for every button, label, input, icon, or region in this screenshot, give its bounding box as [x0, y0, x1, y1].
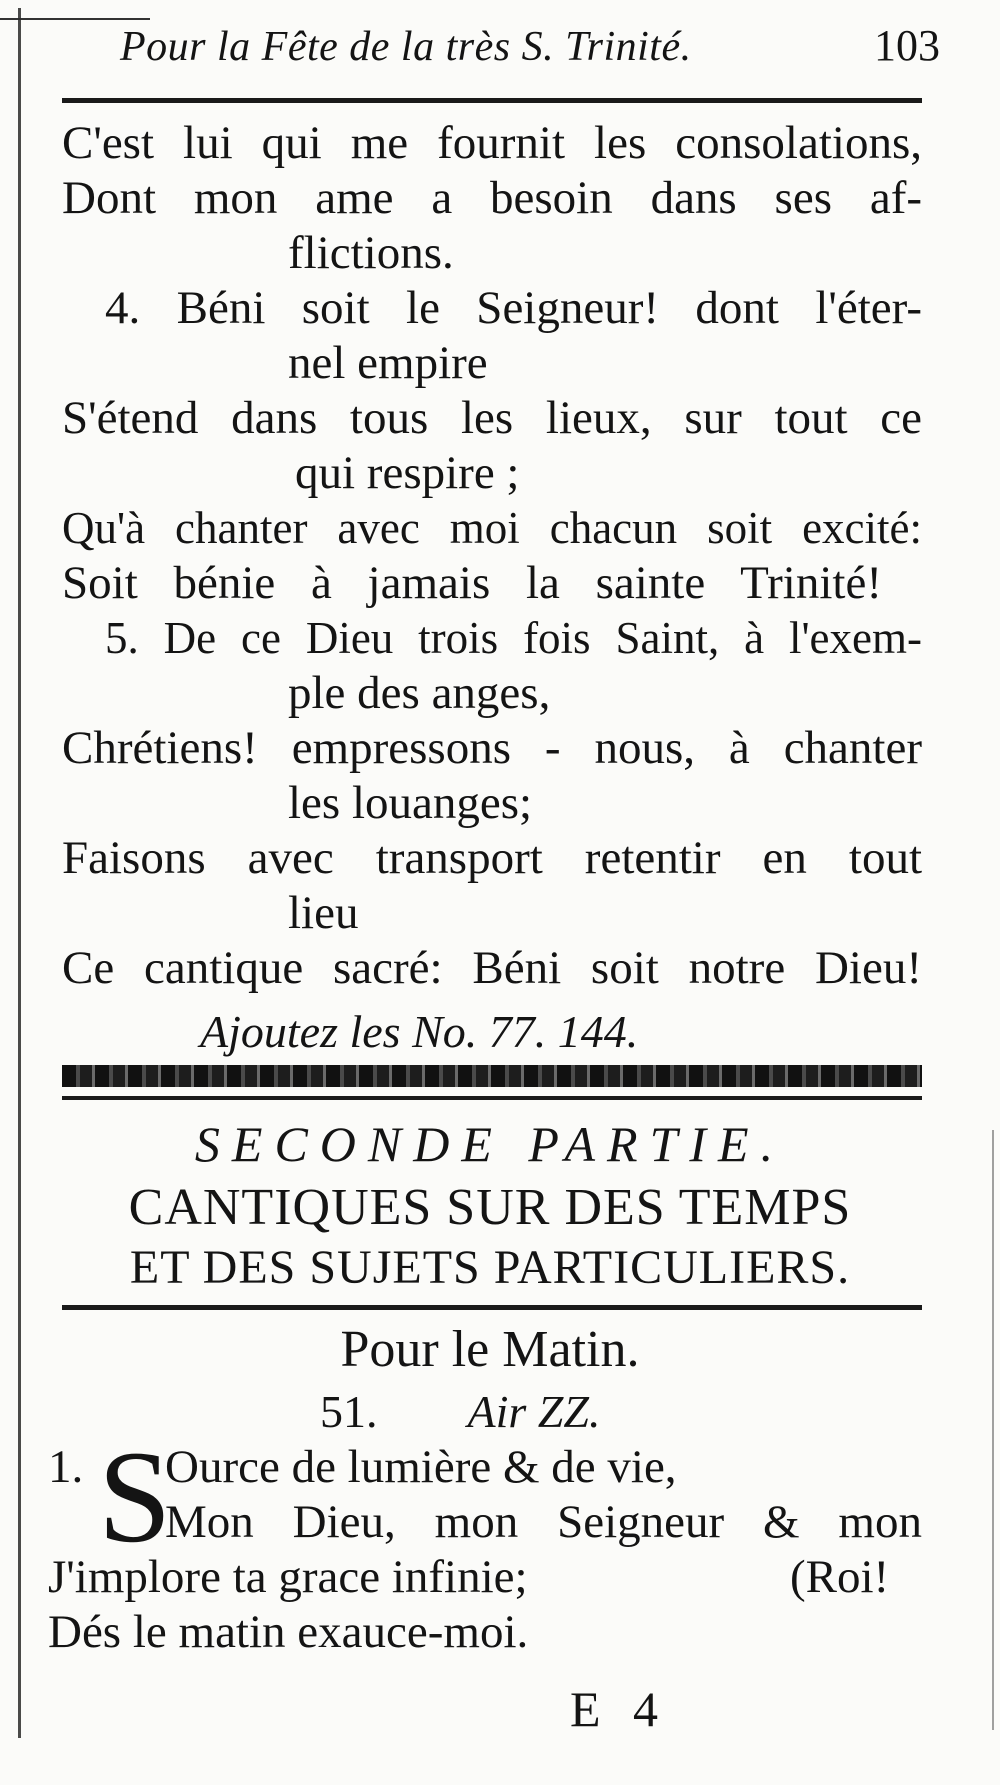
verse-line: Ource de lumière & de vie,	[165, 1441, 677, 1493]
hymn-meta	[320, 1385, 720, 1438]
stanza-line: ple des anges,	[288, 667, 551, 719]
page-header	[120, 20, 940, 80]
stanza-line: flictions.	[288, 227, 454, 279]
stanza-line: qui respire ;	[295, 447, 520, 499]
page-number: 103	[874, 21, 940, 70]
stanza-line: Qu'à chanter avec moi chacun soit excité:	[62, 503, 922, 553]
running-title: Pour la Fête de la très S. Trinité.	[120, 24, 692, 70]
drop-cap: S	[98, 1423, 172, 1570]
stanza-line: C'est lui qui me fournit les consolations,	[62, 117, 922, 169]
verse-line: Mon Dieu, mon Seigneur & mon	[165, 1496, 922, 1548]
section-title-line2: ET DES SUJETS PARTICULIERS.	[129, 1241, 851, 1294]
cross-reference-note: Ajoutez les No. 77. 144.	[200, 1006, 639, 1057]
ornamental-band	[62, 1065, 922, 1087]
stanza-line: 5. De ce Dieu trois fois Saint, à l'exem-	[105, 613, 922, 663]
stanza-line: S'étend dans tous les lieux, sur tout ce	[62, 392, 922, 444]
verse-line: Dés le matin exauce-moi.	[48, 1606, 529, 1658]
stanza-line: Chrétiens! empressons - nous, à chanter	[62, 722, 922, 774]
hymn-air: Air ZZ.	[467, 1386, 601, 1437]
page-edge	[992, 1130, 994, 1730]
stanza-line: Dont mon ame a besoin dans ses af-	[62, 172, 922, 224]
stanza-line: Soit bénie à jamais la sainte Trinité!	[62, 557, 882, 609]
stanza-line: Faisons avec transport retentir en tout	[62, 832, 922, 884]
hymn-heading: Pour le Matin.	[340, 1321, 640, 1378]
header-rule	[62, 98, 922, 103]
signature-mark: E 4	[570, 1681, 669, 1737]
part-title: SECONDE PARTIE.	[194, 1116, 786, 1172]
section-title-line1: CANTIQUES SUR DES TEMPS	[128, 1179, 852, 1236]
stanza-line: les louanges;	[288, 777, 533, 829]
verse-turnover: (Roi!	[790, 1551, 890, 1603]
stanza-line: nel empire	[288, 337, 488, 389]
verse-number: 1.	[48, 1441, 84, 1493]
section-rule-bottom	[62, 1305, 922, 1310]
stanza-line: 4. Béni soit le Seigneur! dont l'éter-	[105, 282, 922, 334]
section-rule-top	[62, 1096, 922, 1100]
hymn-number: 51.	[320, 1386, 378, 1437]
page-corner-mark	[0, 0, 150, 20]
stanza-line: lieu	[288, 887, 359, 939]
verse-line: J'implore ta grace infinie;	[48, 1551, 528, 1603]
stanza-line: Ce cantique sacré: Béni soit notre Dieu!	[62, 942, 922, 994]
gutter-edge	[18, 8, 21, 1738]
